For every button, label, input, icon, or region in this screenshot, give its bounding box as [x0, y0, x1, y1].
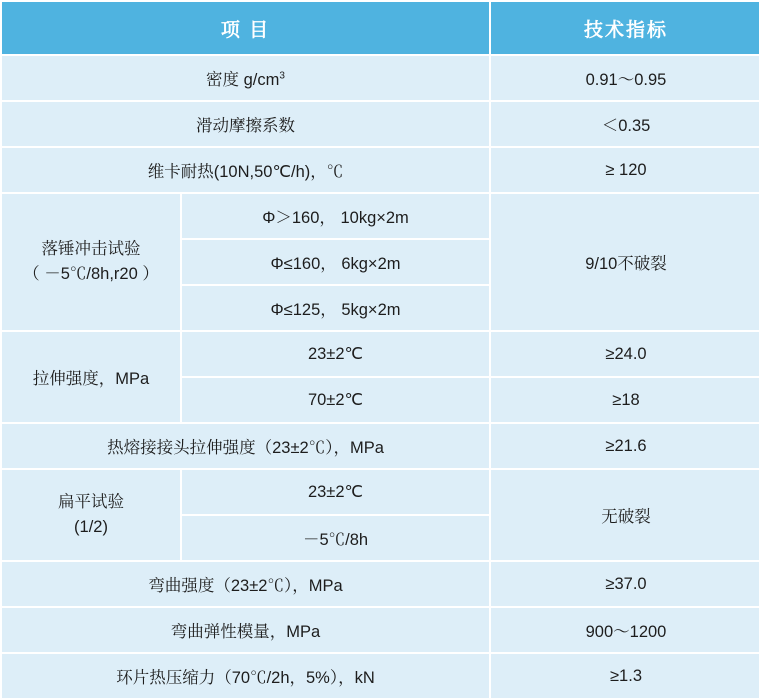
row-value-density: 0.91～0.95	[491, 56, 759, 100]
row-value-tensile-2: ≥18	[491, 378, 759, 422]
row-subitem-tensile-1: 23±2℃	[182, 332, 489, 376]
row-label-tensile: 拉伸强度，MPa	[2, 332, 180, 422]
row-label-drop-impact	[2, 194, 180, 330]
table-row	[2, 470, 759, 514]
header-value: 技术指标	[491, 2, 759, 54]
row-value-flattening: 无破裂	[491, 470, 759, 560]
table-row	[2, 194, 759, 238]
row-subitem-tensile-2: 70±2℃	[182, 378, 489, 422]
row-subitem-flattening-1: 23±2℃	[182, 470, 489, 514]
row-value-flexural-modulus: 900～1200	[491, 608, 759, 652]
row-label-line2: （ －5℃/8h,r20 ）	[23, 265, 159, 283]
row-label-ring-compression: 环片热压缩力（70℃/2h，5%），kN	[2, 654, 489, 698]
table-row	[2, 608, 759, 652]
row-value-flexural-strength: ≥37.0	[491, 562, 759, 606]
row-subitem-drop-impact-2: Φ≤160， 6kg×2m	[182, 240, 489, 284]
row-subitem-flattening-2: －5℃/8h	[182, 516, 489, 560]
row-label-line1: 扁平试验	[58, 493, 124, 512]
table-row	[2, 148, 759, 192]
table-header-row	[2, 2, 759, 54]
table-row	[2, 654, 759, 698]
row-label-text: 密度 g/cm	[206, 71, 280, 89]
row-label-density	[2, 56, 489, 100]
table-row	[2, 424, 759, 468]
table-row	[2, 332, 759, 376]
row-label-line1: 落锤冲击试验	[41, 240, 141, 259]
row-value-ring-compression: ≥1.3	[491, 654, 759, 698]
row-value-weld-tensile: ≥21.6	[491, 424, 759, 468]
header-item: 项 目	[2, 2, 489, 54]
row-subitem-drop-impact-3: Φ≤125， 5kg×2m	[182, 286, 489, 330]
row-label-flexural-strength: 弯曲强度（23±2℃），MPa	[2, 562, 489, 606]
row-label-superscript: 3	[279, 70, 285, 82]
table-row	[2, 56, 759, 100]
row-label-flexural-modulus: 弯曲弹性模量，MPa	[2, 608, 489, 652]
row-label-vicat: 维卡耐热(10N,50℃/h)，℃	[2, 148, 489, 192]
row-value-friction: ＜0.35	[491, 102, 759, 146]
table-row	[2, 102, 759, 146]
row-subitem-drop-impact-1: Φ＞160， 10kg×2m	[182, 194, 489, 238]
row-value-drop-impact: 9/10不破裂	[491, 194, 759, 330]
row-label-friction: 滑动摩擦系数	[2, 102, 489, 146]
row-value-tensile-1: ≥24.0	[491, 332, 759, 376]
row-label-weld-tensile: 热熔接接头拉伸强度（23±2℃），MPa	[2, 424, 489, 468]
row-label-line2: (1/2)	[74, 518, 108, 536]
table-row	[2, 562, 759, 606]
row-label-flattening	[2, 470, 180, 560]
row-value-vicat: ≥ 120	[491, 148, 759, 192]
